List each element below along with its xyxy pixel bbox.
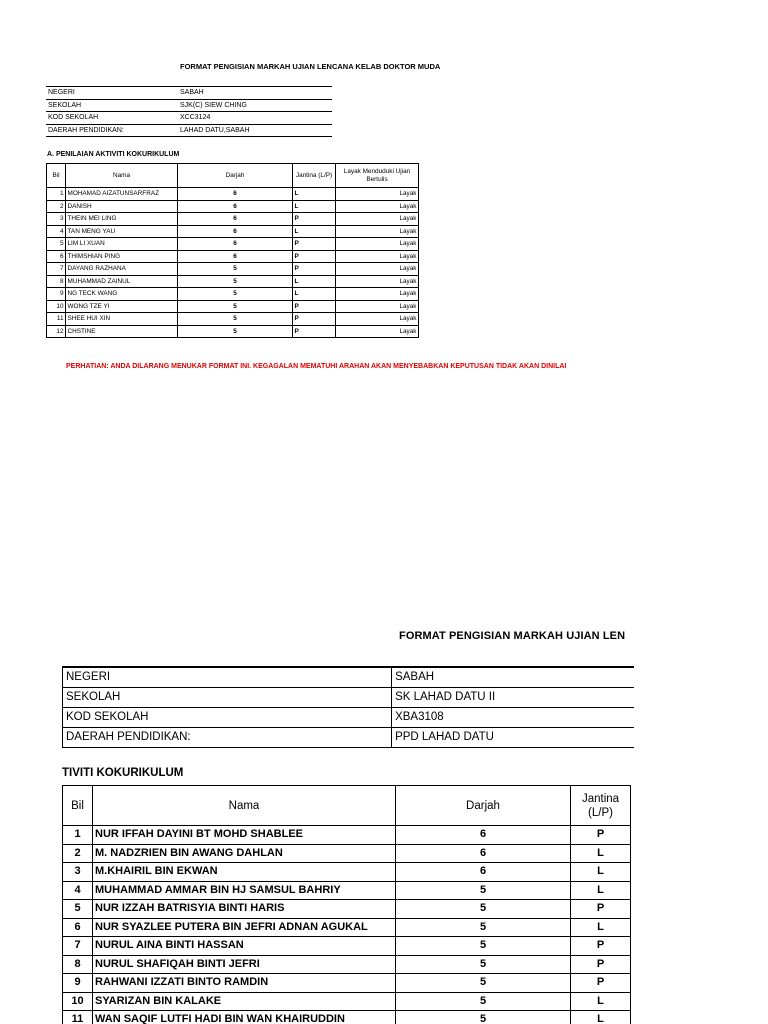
table-row (63, 974, 631, 993)
table-row (63, 937, 631, 956)
table-row (63, 1011, 631, 1024)
cell-nama: MOHAMAD AIZATUNSARFRAZ (66, 188, 178, 201)
table-row (47, 300, 419, 313)
header-nama: Nama (93, 786, 396, 826)
info-row (46, 112, 332, 125)
info-row (46, 87, 332, 100)
cell-nama: THIMSHIAN PING (66, 250, 178, 263)
cell-bil: 10 (63, 992, 93, 1011)
table-row (47, 313, 419, 326)
cell-bil: 6 (47, 250, 66, 263)
cell-darjah: 6 (396, 863, 571, 882)
cell-layak: Layak (336, 313, 419, 326)
sheet-1-table-body (47, 188, 419, 338)
cell-nama: M.KHAIRIL BIN EKWAN (93, 863, 396, 882)
sheet-2-student-table (62, 785, 631, 1024)
table-row (47, 275, 419, 288)
cell-nama: NURUL SHAFIQAH BINTI JEFRI (93, 955, 396, 974)
cell-darjah: 6 (178, 200, 293, 213)
cell-darjah: 5 (396, 918, 571, 937)
header-bil: Bil (47, 164, 66, 188)
cell-darjah: 5 (396, 900, 571, 919)
cell-nama: NG TECK WANG (66, 288, 178, 301)
cell-jantina: P (293, 325, 336, 338)
cell-nama: NUR SYAZLEE PUTERA BIN JEFRI ADNAN AGUKAL (93, 918, 396, 937)
sheet-2 (0, 600, 768, 1024)
cell-darjah: 5 (178, 263, 293, 276)
cell-nama: NUR IFFAH DAYINI BT MOHD SHABLEE (93, 826, 396, 845)
cell-bil: 8 (47, 275, 66, 288)
cell-darjah: 6 (178, 250, 293, 263)
cell-darjah: 5 (396, 974, 571, 993)
info-label: DAERAH PENDIDIKAN: (63, 728, 392, 748)
cell-nama: NUR IZZAH BATRISYIA BINTI HARIS (93, 900, 396, 919)
table-row (47, 225, 419, 238)
cell-darjah: 6 (178, 225, 293, 238)
cell-bil: 2 (47, 200, 66, 213)
cell-bil: 7 (63, 937, 93, 956)
cell-darjah: 6 (396, 826, 571, 845)
cell-jantina: P (293, 250, 336, 263)
info-value: PPD LAHAD DATU (392, 728, 634, 748)
cell-bil: 1 (47, 188, 66, 201)
cell-bil: 6 (63, 918, 93, 937)
cell-jantina: P (571, 937, 631, 956)
cell-layak: Layak (336, 325, 419, 338)
cell-jantina: P (293, 213, 336, 226)
info-value: SABAH (178, 87, 332, 100)
header-darjah: Darjah (178, 164, 293, 188)
table-row (63, 863, 631, 882)
cell-nama: SYARIZAN BIN KALAKE (93, 992, 396, 1011)
cell-bil: 5 (63, 900, 93, 919)
cell-darjah: 6 (178, 238, 293, 251)
cell-bil: 11 (47, 313, 66, 326)
info-value: LAHAD DATU,SABAH (178, 124, 332, 137)
sheet-1-info-table (46, 86, 332, 137)
table-header-row (47, 164, 419, 188)
cell-bil: 7 (47, 263, 66, 276)
cell-jantina: P (293, 238, 336, 251)
sheet-1-student-table (46, 163, 419, 338)
cell-darjah: 5 (178, 300, 293, 313)
table-row (47, 200, 419, 213)
cell-bil: 2 (63, 844, 93, 863)
cell-layak: Layak (336, 238, 419, 251)
cell-nama: RAHWANI IZZATI BINTO RAMDIN (93, 974, 396, 993)
cell-nama: MUHAMMAD ZAINUL (66, 275, 178, 288)
header-layak: Layak Menduduki Ujian Bertulis (336, 164, 419, 188)
cell-jantina: P (571, 900, 631, 919)
cell-jantina: L (571, 863, 631, 882)
cell-bil: 4 (63, 881, 93, 900)
cell-nama: CHSTINE (66, 325, 178, 338)
cell-bil: 8 (63, 955, 93, 974)
cell-darjah: 5 (396, 937, 571, 956)
cell-nama: MUHAMMAD AMMAR BIN HJ SAMSUL BAHRIY (93, 881, 396, 900)
header-nama: Nama (66, 164, 178, 188)
cell-jantina: L (571, 992, 631, 1011)
cell-nama: DAYANG RAZHANA (66, 263, 178, 276)
info-value: SABAH (392, 667, 634, 688)
cell-jantina: P (571, 955, 631, 974)
format-warning-text: PERHATIAN: ANDA DILARANG MENUKAR FORMAT INI. KEGAGALAN MEMATUHI ARAHAN AKAN MENYEBABKAN KEPUTUSAN TIDAK AKAN DINILAI (66, 363, 567, 370)
cell-jantina: P (293, 263, 336, 276)
cell-jantina: L (293, 288, 336, 301)
cell-nama: LIM LI XUAN (66, 238, 178, 251)
table-row (47, 250, 419, 263)
table-row (63, 844, 631, 863)
cell-nama: DANISH (66, 200, 178, 213)
cell-nama: WONG TZE YI (66, 300, 178, 313)
table-row (63, 881, 631, 900)
cell-jantina: L (293, 200, 336, 213)
cell-nama: WAN SAQIF LUTFI HADI BIN WAN KHAIRUDDIN (93, 1011, 396, 1024)
table-row (47, 325, 419, 338)
cell-bil: 5 (47, 238, 66, 251)
cell-jantina: L (571, 844, 631, 863)
info-row (63, 688, 635, 708)
info-row (63, 728, 635, 748)
sheet-1-section-heading: A. PENILAIAN AKTIVITI KOKURIKULUM (47, 151, 180, 158)
sheet-1-title: FORMAT PENGISIAN MARKAH UJIAN LENCANA KELAB DOKTOR MUDA (180, 62, 441, 71)
cell-bil: 10 (47, 300, 66, 313)
cell-layak: Layak (336, 263, 419, 276)
header-darjah: Darjah (396, 786, 571, 826)
cell-jantina: P (571, 974, 631, 993)
cell-darjah: 5 (178, 288, 293, 301)
cell-jantina: P (293, 300, 336, 313)
info-value: XCC3124 (178, 112, 332, 125)
cell-bil: 11 (63, 1011, 93, 1024)
info-row (63, 708, 635, 728)
info-label: NEGERI (46, 87, 178, 100)
cell-nama: NURUL AINA BINTI HASSAN (93, 937, 396, 956)
sheet-2-info-table (62, 666, 634, 748)
sheet-2-title: FORMAT PENGISIAN MARKAH UJIAN LEN (399, 630, 626, 642)
header-jantina: Jantina (L/P) (293, 164, 336, 188)
info-label: KOD SEKOLAH (63, 708, 392, 728)
info-value: SJK(C) SIEW CHING (178, 99, 332, 112)
cell-layak: Layak (336, 188, 419, 201)
cell-darjah: 6 (396, 844, 571, 863)
info-label: SEKOLAH (63, 688, 392, 708)
cell-nama: TAN MENG YAU (66, 225, 178, 238)
cell-jantina: L (293, 275, 336, 288)
sheet-2-table-body (63, 826, 631, 1024)
cell-bil: 9 (47, 288, 66, 301)
cell-nama: THEIN MEI LING (66, 213, 178, 226)
cell-bil: 3 (63, 863, 93, 882)
table-row (47, 213, 419, 226)
cell-bil: 3 (47, 213, 66, 226)
table-row (47, 288, 419, 301)
cell-layak: Layak (336, 300, 419, 313)
table-row (63, 826, 631, 845)
cell-layak: Layak (336, 288, 419, 301)
table-row (63, 955, 631, 974)
table-row (63, 900, 631, 919)
sheet-2-viewport (0, 600, 634, 1024)
info-label: SEKOLAH (46, 99, 178, 112)
cell-layak: Layak (336, 275, 419, 288)
info-value: XBA3108 (392, 708, 634, 728)
cell-darjah: 6 (178, 213, 293, 226)
table-row (47, 188, 419, 201)
table-row (63, 992, 631, 1011)
info-row (46, 124, 332, 137)
info-row (63, 667, 635, 688)
cell-bil: 1 (63, 826, 93, 845)
cell-layak: Layak (336, 225, 419, 238)
cell-darjah: 5 (178, 275, 293, 288)
cell-nama: SHEE HUI XIN (66, 313, 178, 326)
info-label: KOD SEKOLAH (46, 112, 178, 125)
cell-darjah: 5 (396, 955, 571, 974)
cell-darjah: 5 (396, 881, 571, 900)
info-row (46, 99, 332, 112)
cell-layak: Layak (336, 200, 419, 213)
cell-darjah: 5 (396, 992, 571, 1011)
info-label: NEGERI (63, 667, 392, 688)
table-row (47, 263, 419, 276)
cell-jantina: P (293, 313, 336, 326)
cell-bil: 12 (47, 325, 66, 338)
info-value: SK LAHAD DATU II (392, 688, 634, 708)
cell-darjah: 5 (396, 1011, 571, 1024)
table-header-row (63, 786, 631, 826)
cell-darjah: 6 (178, 188, 293, 201)
header-bil: Bil (63, 786, 93, 826)
table-row (63, 918, 631, 937)
table-row (47, 238, 419, 251)
cell-jantina: L (293, 188, 336, 201)
cell-darjah: 5 (178, 313, 293, 326)
cell-layak: Layak (336, 250, 419, 263)
cell-jantina: L (571, 881, 631, 900)
cell-nama: M. NADZRIEN BIN AWANG DAHLAN (93, 844, 396, 863)
header-jantina: Jantina (L/P) (571, 786, 631, 826)
cell-darjah: 5 (178, 325, 293, 338)
cell-bil: 9 (63, 974, 93, 993)
sheet-2-section-heading: TIVITI KOKURIKULUM (62, 767, 184, 779)
cell-bil: 4 (47, 225, 66, 238)
cell-jantina: L (571, 1011, 631, 1024)
cell-layak: Layak (336, 213, 419, 226)
cell-jantina: P (571, 826, 631, 845)
cell-jantina: L (293, 225, 336, 238)
info-label: DAERAH PENDIDIKAN: (46, 124, 178, 137)
cell-jantina: L (571, 918, 631, 937)
